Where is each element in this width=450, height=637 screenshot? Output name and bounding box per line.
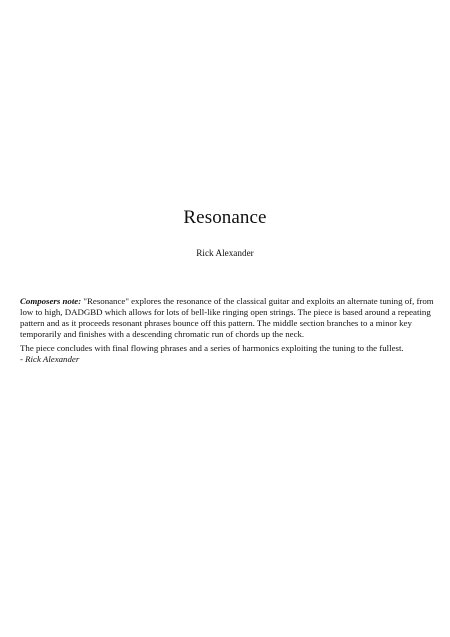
note-conclusion: The piece concludes with final flowing phrases and a series of harmonics exploiting the tuning to the fullest.: [20, 343, 404, 353]
note-label: Composers note:: [20, 296, 82, 306]
composers-note: [20, 296, 437, 365]
composer-name: Rick Alexander: [196, 248, 254, 258]
note-body: "Resonance" explores the resonance of the classical guitar and exploits an alternate tuning of, from low to high, DADGBD which allows for lots of bell-like ringing open strings. The piece is based around a repeating pattern and as it proceeds resonant phrases bounce off this pattern. The middle section branches to a minor key temporarily and finishes with a descending chromatic run of chords up the neck.: [20, 296, 434, 339]
note-signature: - Rick Alexander: [20, 354, 80, 364]
note-paragraph-2: [20, 343, 437, 365]
page-title: Resonance: [183, 207, 267, 228]
note-paragraph-1: [20, 296, 437, 340]
